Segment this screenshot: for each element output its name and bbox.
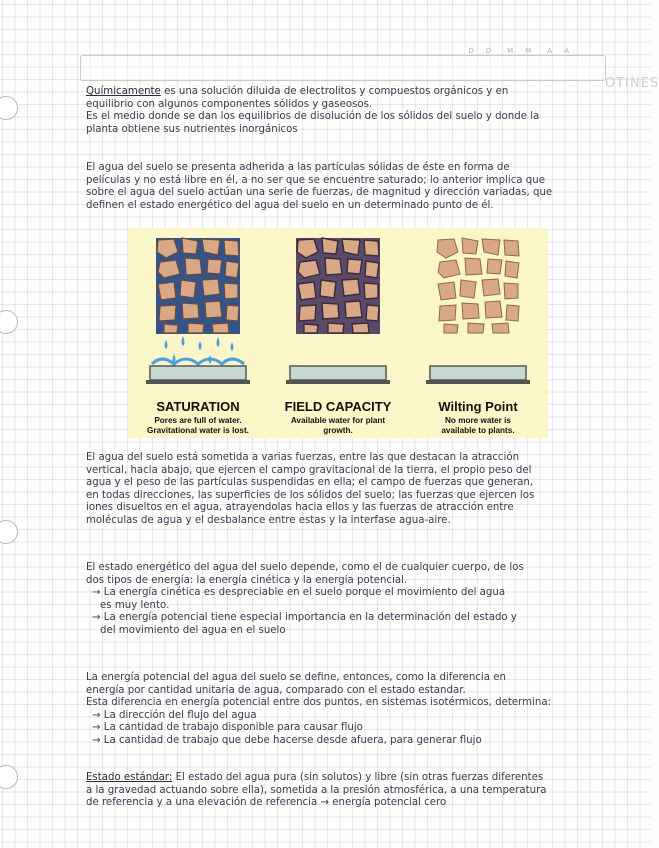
saturation-caption: Pores are full of water. Gravitational water is lost. — [147, 416, 249, 435]
paragraph-potential-definition: La energía potencial del agua del suelo se define, entonces, como la diferencia en energía por cantidad unitaria de agua, comparado con el estado estandar. Esta diferencia en energía potencial entre dos puntos, en sistemas isotérmicos, determina: → La dirección del flujo del agua → La cantidad de trabajo disponible para causar flujo → La cantidad de trabajo que debe hacerse desde afuera, para generar flujo — [86, 672, 598, 747]
bullet-flow-direction: → La dirección del flujo del agua — [86, 710, 598, 723]
binder-hole — [0, 765, 18, 789]
saturation-illustration — [128, 228, 268, 398]
field-capacity-caption: Available water for plant growth. — [290, 416, 386, 435]
field-capacity-title: FIELD CAPACITY — [284, 399, 392, 414]
binder-hole — [0, 310, 18, 334]
paragraph-energy: El estado energético del agua del suelo depende, como el de cualquier cuerpo, de los dos tipos de energía: la energía cinética y la energía potencial. → La energía cinética es despreciable en el suelo porque el movimiento del agua es muy lento. → La energía potencial tiene especial importancia en la determinación del estado y del movimiento del agua en el suelo — [86, 562, 598, 637]
binder-hole — [0, 96, 18, 120]
date-box — [80, 55, 606, 81]
wilting-point-caption: No more water is available to plants. — [441, 416, 515, 435]
bullet-work-available: → La cantidad de trabajo disponible para causar flujo — [86, 722, 598, 735]
paragraph-chemistry: Químicamente es una solución diluida de electrolitos y compuestos orgánicos y en equilibrio con algunos componentes sólidos y gaseosos. Es el medio donde se dan los equilibrios de disolución de los sólidos del suelo y donde la planta obtiene sus nutrientes inorgánicos — [86, 86, 540, 135]
saturation-panel — [128, 228, 268, 438]
wilting-point-title: Wilting Point — [438, 399, 518, 414]
saturation-title: SATURATION — [156, 399, 240, 414]
bullet-work-required: → La cantidad de trabajo que debe hacerse desde afuera, para generar flujo — [86, 735, 598, 748]
binder-hole — [0, 520, 18, 544]
bullet-kinetic: → La energía cinética es despreciable en el suelo porque el movimiento del agua — [86, 587, 598, 600]
paragraph-forces: El agua del suelo está sometida a varias fuerzas, entre las que destacan la atracción vertical, hacia abajo, que ejercen el campo gravitacional de la tierra, el propio peso del agua y el peso de las partículas suspendidas en ella; el campo de fuerzas que generan, en todas direcciones, las superficies de los sólidos del suelo; las fuerzas que ejercen los iones disueltos en el agua, atrayendolas hacia ellos y las fuerzas de atracción entre moléculas de agua y el desbalance entre estas y la interfase agua-aire. — [86, 452, 535, 526]
edge-letters: OTINES — [605, 76, 659, 91]
bullet-potential: → La energía potencial tiene especial importancia en la determinación del estado y — [86, 612, 598, 625]
term-quimicamente: Químicamente — [86, 86, 161, 97]
paragraph-soil-water: El agua del suelo se presenta adherida a las partículas sólidas de éste en forma de películas y no está libre en él, a no ser que se encuentre saturado; lo anterior implica que sobre el agua del suelo actúan una serie de fuerzas, de magnitud y dirección variadas, que definen el estado energético del agua del suelo en un determinado punto de él. — [86, 162, 553, 211]
paragraph-standard-state: Estado estándar: El estado del agua pura (sin solutos) y libre (sin otras fuerzas diferentes a la gravedad actuando sobre ella), sometida a la presión atmosférica, a una temperatura de referencia y a una elevación de referencia → energía potencial cero — [86, 772, 547, 808]
wilting-point-panel — [408, 228, 548, 438]
term-estado-estandar: Estado estándar: — [86, 772, 173, 783]
soil-water-figure — [128, 228, 548, 438]
field-capacity-panel — [268, 228, 408, 438]
date-labels: DD MM AA — [468, 47, 581, 55]
wilting-point-illustration — [408, 228, 548, 398]
field-capacity-illustration — [268, 228, 408, 398]
